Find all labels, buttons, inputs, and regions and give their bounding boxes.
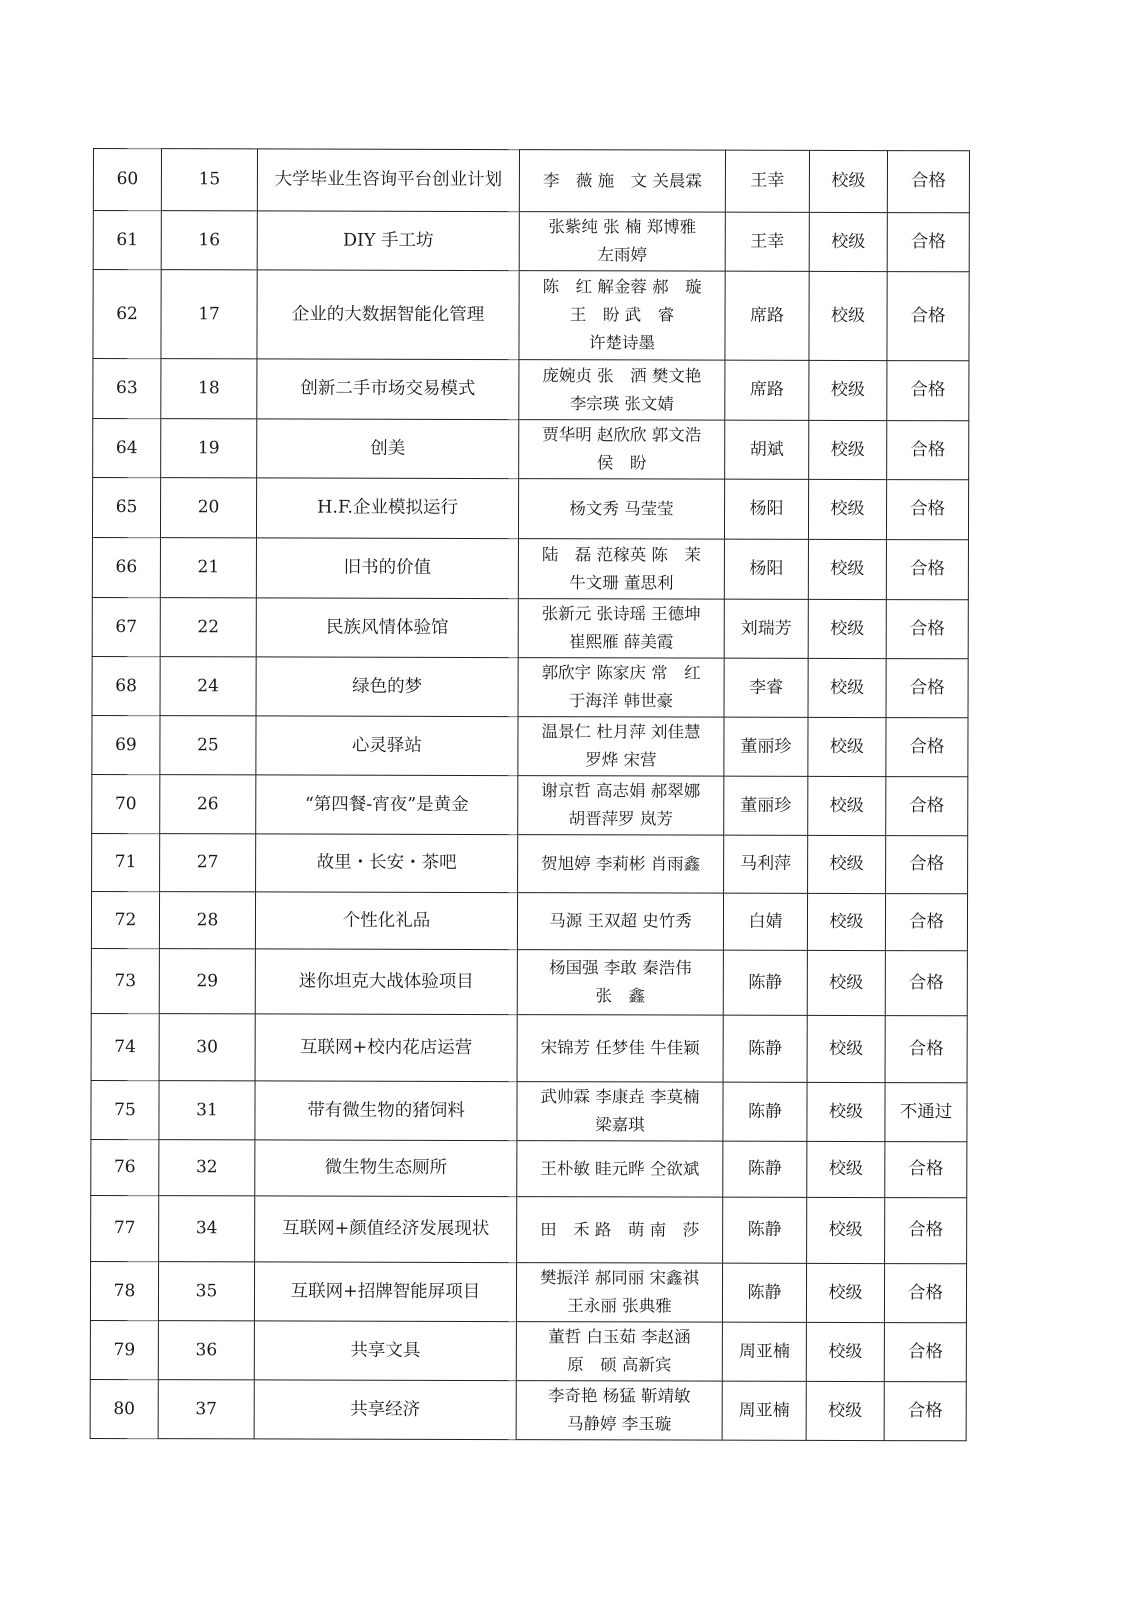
project-name: 故里・长安・茶吧 [256, 834, 518, 893]
result-status: 合格 [886, 777, 968, 836]
member-line: 梁嘉琪 [595, 1115, 645, 1135]
member-line: 原 硕 高新宾 [567, 1355, 672, 1375]
project-seq: 20 [160, 478, 256, 538]
member-line: 樊振洋 郝同丽 宋鑫祺 [540, 1268, 700, 1288]
project-level: 校级 [808, 599, 886, 658]
row-number: 64 [93, 419, 161, 478]
project-level: 校级 [808, 776, 886, 835]
member-line: 温景仁 杜月萍 刘佳慧 [541, 722, 701, 742]
row-number: 71 [92, 833, 160, 891]
member-line: 马静婷 李玉璇 [567, 1414, 672, 1434]
project-name: 微生物生态厕所 [255, 1140, 517, 1197]
project-seq: 15 [161, 149, 257, 211]
members-cell [518, 479, 724, 540]
member-line: 李 薇 施 文 关晨霖 [542, 170, 702, 191]
result-status: 合格 [886, 600, 968, 659]
project-seq: 26 [160, 775, 256, 834]
result-status: 合格 [886, 659, 968, 718]
project-name: 带有微生物的猪饲料 [255, 1081, 517, 1141]
project-name: “第四餐-宵夜”是黄金 [256, 775, 518, 835]
project-level: 校级 [809, 271, 887, 360]
member-line: 王朴敏 眭元晔 仝欲斌 [540, 1158, 700, 1179]
advisor-name: 陈静 [723, 1197, 807, 1263]
result-status: 合格 [887, 213, 969, 272]
member-line: 董哲 白玉茹 李赵涵 [548, 1327, 691, 1347]
result-status: 合格 [885, 1198, 967, 1264]
table-row [91, 948, 967, 1015]
row-number: 75 [91, 1080, 159, 1139]
result-status: 合格 [884, 1264, 966, 1323]
row-number: 67 [92, 597, 160, 656]
member-line: 杨文秀 马莹莹 [569, 498, 674, 519]
project-seq: 17 [161, 270, 257, 359]
table-row [92, 656, 968, 717]
project-level: 校级 [806, 1263, 884, 1322]
member-line: 侯 盼 [596, 453, 647, 473]
table-row [92, 774, 968, 835]
result-status: 合格 [887, 151, 969, 213]
table-row [90, 1379, 966, 1440]
members-cell [518, 658, 724, 718]
project-level: 校级 [808, 658, 886, 717]
table-row [92, 538, 968, 600]
row-number: 73 [91, 948, 159, 1013]
project-level: 校级 [808, 835, 886, 893]
member-line: 王 盼 武 睿 [569, 305, 675, 325]
project-name: 绿色的梦 [256, 657, 518, 717]
members-cell [518, 776, 724, 836]
members-cell [519, 212, 725, 272]
row-number: 70 [92, 774, 160, 833]
members-cell [519, 150, 725, 213]
project-seq: 19 [161, 419, 257, 478]
members-cell [516, 1263, 722, 1323]
project-name: 旧书的价值 [256, 538, 518, 599]
table-row [92, 478, 968, 540]
advisor-name: 周亚楠 [722, 1322, 806, 1381]
table-row [93, 211, 969, 272]
project-name: 共享文具 [254, 1321, 516, 1381]
members-cell [518, 835, 724, 894]
project-level: 校级 [808, 717, 886, 776]
members-cell [517, 893, 723, 951]
project-table [90, 148, 970, 1441]
table-row [90, 1320, 966, 1381]
row-number: 78 [90, 1261, 158, 1320]
result-status: 不通过 [885, 1083, 967, 1142]
advisor-name: 陈静 [723, 1082, 807, 1141]
member-line: 郭欣宇 陈家庆 常 红 [541, 663, 701, 683]
result-status: 合格 [885, 1016, 967, 1083]
project-name: 企业的大数据智能化管理 [257, 270, 519, 360]
member-line: 陆 磊 范稼英 陈 茉 [541, 544, 701, 565]
project-level: 校级 [807, 1141, 885, 1197]
project-seq: 25 [160, 716, 256, 775]
project-name: 大学毕业生咨询平台创业计划 [257, 149, 519, 212]
members-cell [517, 1141, 723, 1198]
project-seq: 32 [159, 1140, 255, 1196]
advisor-name: 刘瑞芳 [724, 599, 808, 658]
member-line: 谢京哲 高志娟 郝翠娜 [541, 781, 701, 801]
table-row [92, 597, 968, 658]
member-line: 张新元 张诗瑶 王德坤 [541, 604, 701, 624]
project-level: 校级 [808, 479, 886, 539]
member-line: 胡晋萍罗 岚芳 [568, 809, 673, 829]
table-row [92, 715, 968, 776]
advisor-name: 周亚楠 [722, 1381, 806, 1440]
table-row [93, 419, 969, 480]
project-seq: 36 [158, 1321, 254, 1380]
project-seq: 37 [158, 1380, 254, 1439]
advisor-name: 董丽珍 [724, 717, 808, 776]
project-seq: 28 [159, 892, 255, 949]
project-level: 校级 [807, 950, 885, 1015]
member-line: 许楚诗墨 [588, 333, 656, 353]
project-level: 校级 [807, 893, 885, 950]
result-status: 合格 [884, 1323, 966, 1382]
advisor-name: 董丽珍 [724, 776, 808, 835]
row-number: 68 [92, 656, 160, 715]
row-number: 60 [93, 149, 161, 211]
project-name: 民族风情体验馆 [256, 598, 518, 658]
row-number: 76 [91, 1139, 159, 1195]
members-cell [519, 360, 725, 421]
members-cell [519, 420, 725, 480]
project-name: 创新二手市场交易模式 [257, 359, 519, 420]
table-row [92, 833, 968, 893]
member-line: 庞婉贞 张 洒 樊文艳 [542, 365, 702, 386]
row-number: 80 [90, 1379, 158, 1438]
project-level: 校级 [808, 539, 886, 599]
result-status: 合格 [886, 480, 968, 540]
members-cell [518, 539, 724, 600]
table-row [91, 1139, 967, 1197]
project-level: 校级 [807, 1197, 885, 1263]
project-name: 互联网+招牌智能屏项目 [254, 1262, 516, 1322]
row-number: 79 [90, 1320, 158, 1379]
advisor-name: 杨阳 [724, 479, 808, 539]
member-line: 张 鑫 [595, 986, 646, 1006]
project-level: 校级 [806, 1381, 884, 1440]
members-cell [517, 1082, 723, 1142]
member-line: 宋锦芳 任梦佳 牛佳颖 [540, 1038, 700, 1058]
project-seq: 27 [160, 834, 256, 892]
table-row [91, 1195, 967, 1263]
result-status: 合格 [884, 1382, 966, 1441]
project-level: 校级 [809, 360, 887, 420]
table-row [91, 891, 967, 950]
members-cell [517, 950, 723, 1016]
result-status: 合格 [885, 951, 967, 1016]
advisor-name: 席路 [725, 360, 809, 420]
member-line: 牛文珊 董思利 [569, 572, 674, 593]
project-seq: 35 [158, 1262, 254, 1321]
advisor-name: 马利萍 [724, 835, 808, 893]
project-seq: 16 [161, 211, 257, 270]
table-body [90, 149, 969, 1441]
member-line: 杨国强 李敢 秦浩伟 [549, 958, 692, 978]
project-name: 创美 [257, 419, 519, 479]
member-line: 崔熙雁 薛美霞 [569, 632, 674, 652]
member-line: 马源 王双超 史竹秀 [549, 911, 692, 931]
result-status: 合格 [886, 540, 968, 600]
result-status: 合格 [885, 1142, 967, 1198]
advisor-name: 白婧 [723, 893, 807, 950]
advisor-name: 杨阳 [724, 539, 808, 599]
row-number: 74 [91, 1013, 159, 1080]
member-line: 王永丽 张典雅 [567, 1296, 672, 1316]
table-row [93, 149, 969, 213]
member-line: 罗烨 宋营 [585, 750, 657, 770]
members-cell [518, 599, 724, 659]
project-seq: 18 [161, 359, 257, 419]
project-seq: 22 [160, 598, 256, 657]
row-number: 65 [92, 478, 160, 538]
result-status: 合格 [887, 272, 969, 361]
row-number: 62 [93, 270, 161, 359]
members-cell [516, 1381, 722, 1441]
project-seq: 21 [160, 538, 256, 598]
table-row [91, 1013, 967, 1082]
result-status: 合格 [886, 718, 968, 777]
project-level: 校级 [807, 1082, 885, 1141]
project-name: DIY 手工坊 [257, 211, 519, 271]
project-name: 迷你坦克大战体验项目 [255, 949, 517, 1015]
advisor-name: 席路 [725, 271, 809, 360]
row-number: 61 [93, 211, 161, 270]
advisor-name: 王幸 [725, 150, 809, 212]
project-name: 心灵驿站 [256, 716, 518, 776]
table-row [93, 270, 969, 361]
advisor-name: 李睿 [724, 658, 808, 717]
project-name: 互联网+校内花店运营 [255, 1014, 517, 1082]
member-line: 田 禾 路 萌 南 莎 [540, 1219, 700, 1240]
member-line: 李奇艳 杨猛 靳靖敏 [547, 1386, 691, 1406]
advisor-name: 陈静 [723, 950, 807, 1015]
row-number: 63 [93, 359, 161, 419]
row-number: 69 [92, 715, 160, 774]
advisor-name: 胡斌 [725, 420, 809, 479]
member-line: 陈 红 解金蓉 郝 璇 [542, 277, 702, 297]
advisor-name: 陈静 [723, 1141, 807, 1197]
advisor-name: 陈静 [722, 1263, 806, 1322]
project-level: 校级 [809, 150, 887, 212]
row-number: 77 [91, 1195, 159, 1261]
member-line: 左雨婷 [597, 245, 647, 265]
project-seq: 29 [159, 949, 255, 1014]
project-level: 校级 [806, 1322, 884, 1381]
project-name: 互联网+颜值经济发展现状 [255, 1196, 517, 1263]
project-level: 校级 [809, 420, 887, 479]
advisor-name: 王幸 [725, 212, 809, 271]
result-status: 合格 [887, 361, 969, 421]
member-line: 于海洋 韩世豪 [568, 691, 674, 711]
project-name: 个性化礼品 [255, 892, 517, 950]
project-name: 共享经济 [254, 1380, 516, 1440]
project-seq: 30 [159, 1014, 255, 1081]
result-status: 合格 [885, 894, 967, 951]
table-row [93, 359, 969, 421]
project-level: 校级 [809, 212, 887, 271]
table-row [90, 1261, 966, 1322]
members-cell [519, 271, 725, 361]
members-cell [517, 1015, 723, 1083]
member-line: 张紫纯 张 楠 郑博雅 [548, 217, 697, 237]
project-name: H.F.企业模拟运行 [256, 478, 518, 539]
project-level: 校级 [807, 1015, 885, 1082]
project-seq: 31 [159, 1081, 255, 1140]
result-status: 合格 [886, 836, 968, 894]
member-line: 武帅霖 李康垚 李莫楠 [540, 1087, 700, 1107]
row-number: 66 [92, 538, 160, 598]
result-status: 合格 [887, 421, 969, 480]
members-cell [517, 1197, 723, 1264]
member-line: 贾华明 赵欣欣 郭文浩 [542, 425, 702, 445]
table-row [91, 1080, 967, 1141]
row-number: 72 [91, 891, 159, 948]
member-line: 贺旭婷 李莉彬 肖雨鑫 [541, 853, 701, 874]
member-line: 李宗瑛 张文婧 [569, 393, 674, 414]
project-seq: 34 [159, 1196, 255, 1262]
members-cell [518, 717, 724, 777]
advisor-name: 陈静 [723, 1015, 807, 1082]
project-seq: 24 [160, 657, 256, 716]
members-cell [516, 1322, 722, 1382]
